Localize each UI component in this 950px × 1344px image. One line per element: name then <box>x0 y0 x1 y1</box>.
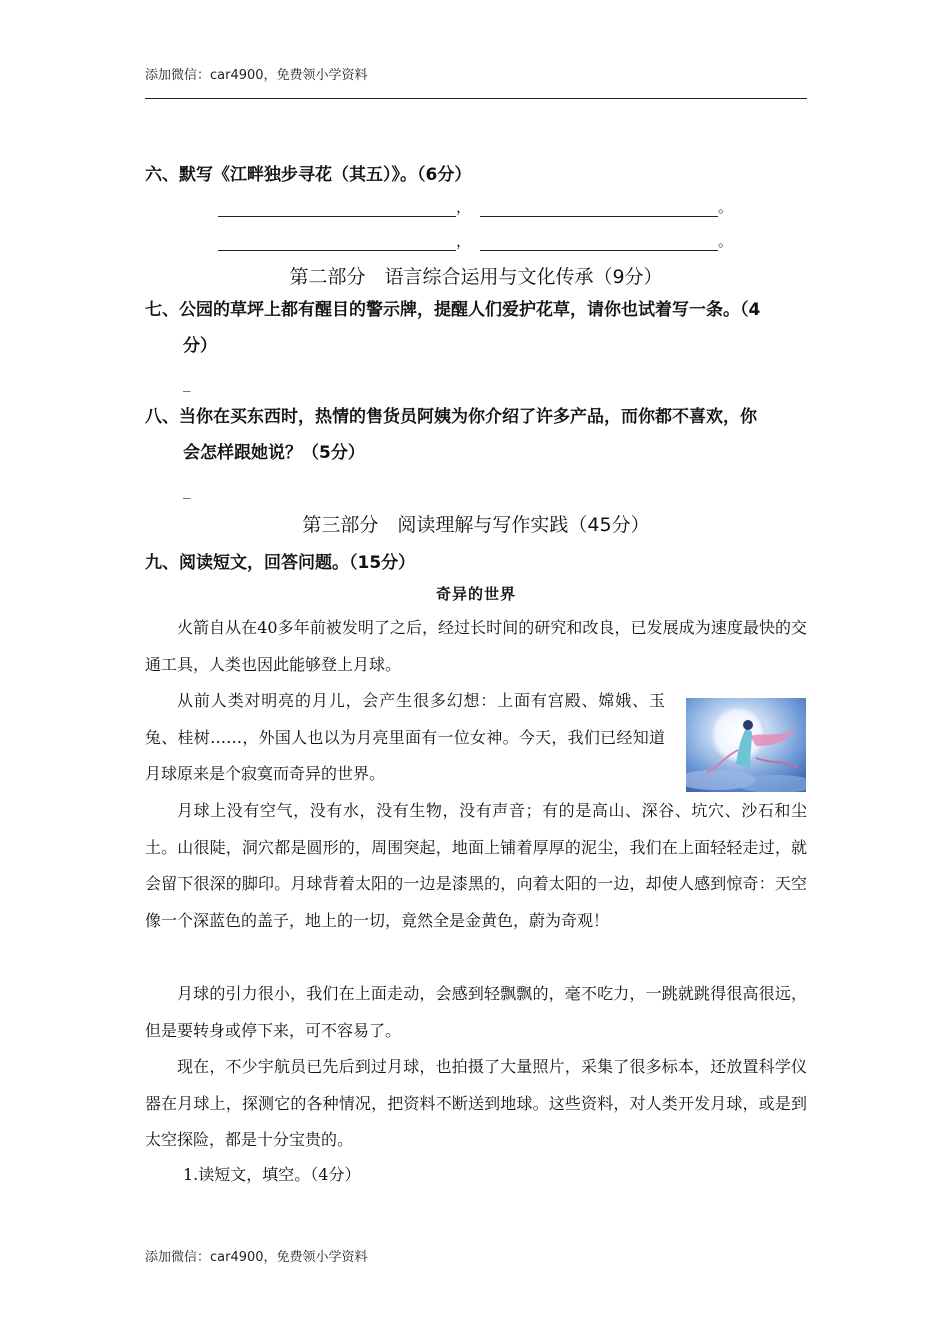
sub-question-1: 1.读短文，填空。（4分） <box>183 1165 361 1184</box>
question-9-title: 九、阅读短文，回答问题。（15分） <box>145 553 416 573</box>
part-2-heading: 第二部分 语言综合运用与文化传承（9分） <box>289 266 663 288</box>
chang-e-moon-image <box>686 698 806 792</box>
article-paragraph-5: 现在，不少宇航员已先后到过月球，也拍摄了大量照片，采集了很多标本，还放置科学仪器在月球上，探测它的各种情况，把资料不断送到地球。这些资料，对人类开发月球，或是到太空探险，都是十分宝贵的。 <box>145 1057 807 1149</box>
article-paragraph-3: 月球上没有空气，没有水，没有生物，没有声音；有的是高山、深谷、坑穴、沙石和尘土。山很陡，洞穴都是圆形的，周围突起，地面上铺着厚厚的泥尘，我们在上面轻轻走过，就会留下很深的脚印。月球背着太阳的一边是漆黑的，向着太阳的一边，却使人感到惊奇：天空像一个深蓝色的盖子，地上的一切，竟然全是金黄色，蔚为奇观！ <box>145 801 807 930</box>
question-8-line-2: 会怎样跟她说？（5分） <box>183 443 365 463</box>
question-7-line-2: 分） <box>183 336 217 356</box>
answer-blank[interactable] <box>480 202 718 217</box>
question-8 <box>145 399 807 471</box>
answer-blank[interactable] <box>218 236 456 251</box>
article-title: 奇异的世界 <box>435 585 516 603</box>
q7-answer-mark[interactable]: _ <box>183 374 191 392</box>
article-paragraph-4: 月球的引力很小，我们在上面走动，会感到轻飘飘的，毫不吃力，一跳就跳得很高很远，但是要转身或停下来，可不容易了。 <box>145 984 807 1040</box>
part-3-heading: 第三部分 阅读理解与写作实践（45分） <box>302 514 650 536</box>
q8-answer-mark[interactable]: _ <box>183 481 191 499</box>
question-7-line-1: 七、公园的草坪上都有醒目的警示牌，提醒人们爱护花草，请你也试着写一条。（4 <box>145 300 761 320</box>
period: 。 <box>718 232 734 250</box>
q6-answer-row-1 <box>218 196 732 217</box>
period: 。 <box>718 198 734 216</box>
answer-blank[interactable] <box>218 202 456 217</box>
article-paragraph-2: 从前人类对明亮的月儿，会产生很多幻想：上面有宫殿、嫦娥、玉兔、桂树……，外国人也以为月亮里面有一位女神。今天，我们已经知道月球原来是个寂寞而奇异的世界。 <box>145 691 665 783</box>
question-8-line-1: 八、当你在买东西时，热情的售货员阿姨为你介绍了许多产品，而你都不喜欢，你 <box>145 407 757 427</box>
article-paragraph-1: 火箭自从在40多年前被发明了之后，经过长时间的研究和改良，已发展成为速度最快的交通工具，人类也因此能够登上月球。 <box>145 618 807 674</box>
header-note: 添加微信：car4900，免费领小学资料 <box>145 68 368 83</box>
question-6-title: 六、默写《江畔独步寻花（其五）》。（6分） <box>145 165 472 185</box>
footer-note: 添加微信：car4900，免费领小学资料 <box>145 1250 368 1265</box>
moon-goddess-illustration <box>686 698 806 792</box>
question-7 <box>145 292 807 364</box>
answer-blank[interactable] <box>480 236 718 251</box>
comma: ， <box>456 198 472 216</box>
q6-answer-row-2 <box>218 230 732 251</box>
header-divider <box>145 98 807 99</box>
comma: ， <box>456 232 472 250</box>
